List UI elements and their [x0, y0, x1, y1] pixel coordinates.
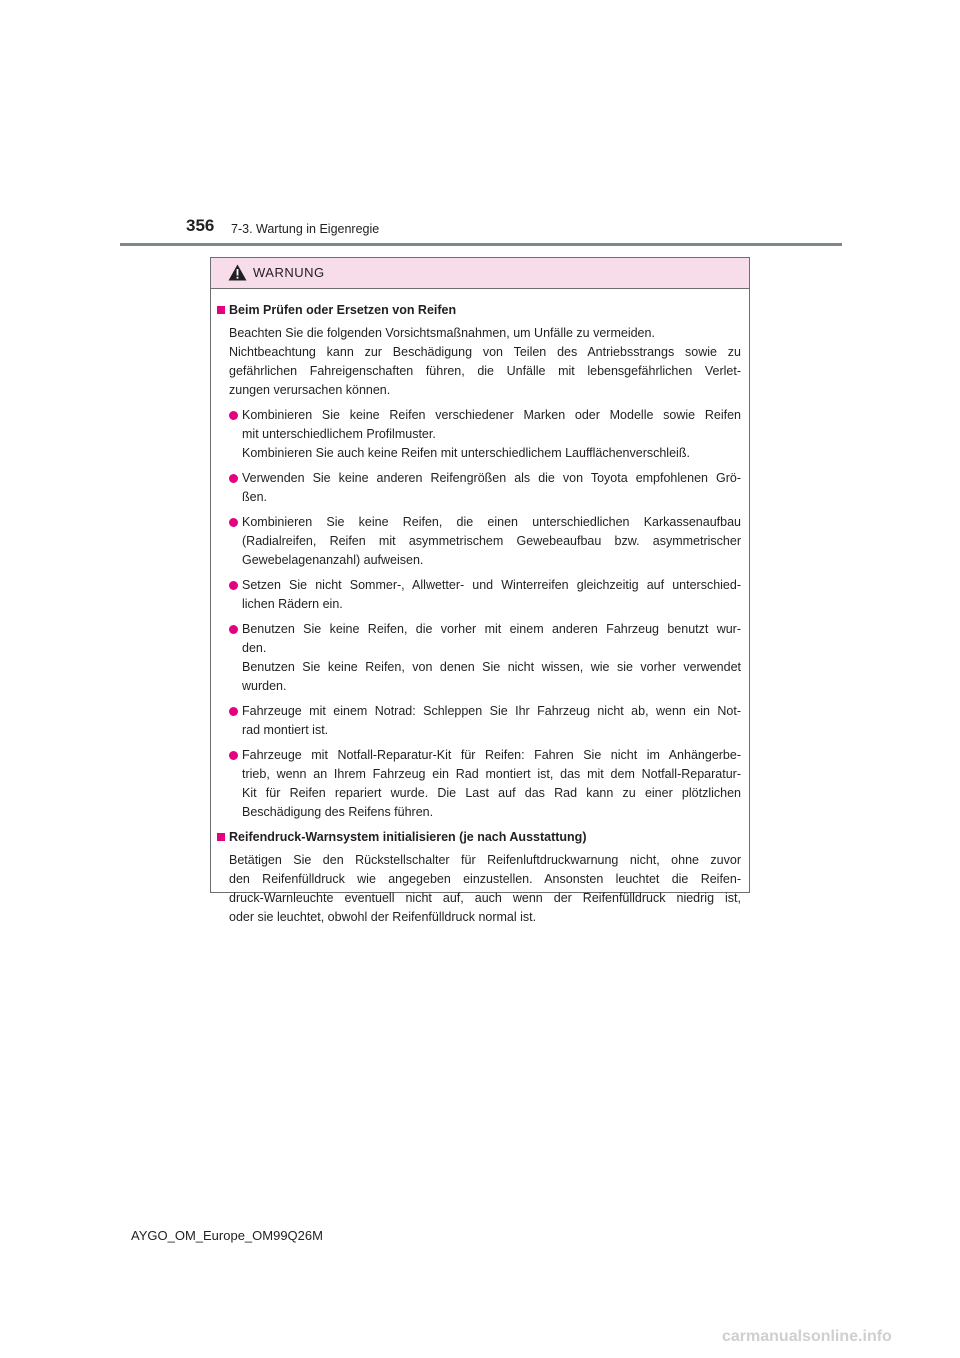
bullet-dot-icon [229, 751, 238, 760]
bullet-dot-icon [229, 518, 238, 527]
section-title: 7-3. Wartung in Eigenregie [231, 222, 380, 236]
bullet-dot-icon [229, 411, 238, 420]
bullet-item: Setzen Sie nicht Sommer-, Allwetter- und Winterreifen gleichzeitig auf unterschied- lichen Rädern ein. [229, 576, 741, 614]
watermark: carmanualsonline.info [722, 1328, 892, 1345]
bullet-item: Fahrzeuge mit Notfall-Reparatur-Kit für Reifen: Fahren Sie nicht im Anhängerbe- trieb, wenn an Ihrem Fahrzeug ein Rad montiert ist, das mit dem Notfall-Reparatur- Kit für Reifen repariert wurde. Die Last auf das Rad kann zu einer plötzlichen Beschädigung des Reifens führen. [229, 746, 741, 822]
bullet-item: Kombinieren Sie keine Reifen, die einen unterschiedlichen Karkassenaufbau (Radialreifen, Reifen mit asymmetrischem Gewebeaufbau bzw. asymmetrischer Gewebelagenanzahl) aufweisen. [229, 513, 741, 570]
bullet-item: Kombinieren Sie keine Reifen verschiedener Marken oder Modelle sowie Reifen mit unterschiedlichem Profilmuster. Kombinieren Sie auch keine Reifen mit unterschiedlichem Laufflächenverschleiß. [229, 406, 741, 463]
warning-triangle-icon [228, 264, 247, 281]
warning-box [210, 257, 750, 924]
warning-label: WARNUNG [253, 265, 325, 280]
warning-body [211, 289, 749, 927]
header-rule [120, 243, 842, 246]
bullet-dot-icon [229, 707, 238, 716]
section-tpws-init [217, 828, 741, 927]
bullet-dot-icon [229, 474, 238, 483]
square-bullet-icon [217, 833, 225, 841]
bullet-item: Verwenden Sie keine anderen Reifengrößen als die von Toyota empfohlenen Grö- ßen. [229, 469, 741, 507]
warning-header [211, 258, 749, 289]
square-bullet-icon [217, 306, 225, 314]
intro-paragraph: Betätigen Sie den Rückstellschalter für Reifenluftdruckwarnung nicht, ohne zuvor den Reifenfülldruck wie angegeben einzustellen. Ansonsten leuchtet die Reifen- druck-Warnleuchte eventuell nicht auf, auch wenn der Reifenfülldruck niedrig ist, oder sie leuchtet, obwohl der Reifenfülldruck normal ist. [229, 853, 741, 924]
document-code: AYGO_OM_Europe_OM99Q26M [131, 1228, 323, 1243]
section-heading: Beim Prüfen oder Ersetzen von Reifen [217, 301, 741, 320]
bullet-item: Fahrzeuge mit einem Notrad: Schleppen Sie Ihr Fahrzeug nicht ab, wenn ein Not- rad montiert ist. [229, 702, 741, 740]
intro-paragraph: Beachten Sie die folgenden Vorsichtsmaßnahmen, um Unfälle zu vermeiden. Nichtbeachtung kann zur Beschädigung von Teilen des Antriebsstrangs sowie zu gefährlichen Fahreigenschaften führen, die Unfälle mit lebensgefährlichen Verlet- zungen verursachen können. [229, 326, 741, 397]
bullet-item: Benutzen Sie keine Reifen, die vorher mit einem anderen Fahrzeug benutzt wur- den. Benutzen Sie keine Reifen, von denen Sie nicht wissen, wie sie vorher verwendet wurden. [229, 620, 741, 696]
section-heading: Reifendruck-Warnsystem initialisieren (je nach Ausstattung) [217, 828, 741, 847]
section-tire-check [217, 301, 741, 822]
bullet-dot-icon [229, 625, 238, 634]
bullet-list [229, 406, 741, 822]
page-number: 356 [186, 216, 215, 235]
bullet-dot-icon [229, 581, 238, 590]
